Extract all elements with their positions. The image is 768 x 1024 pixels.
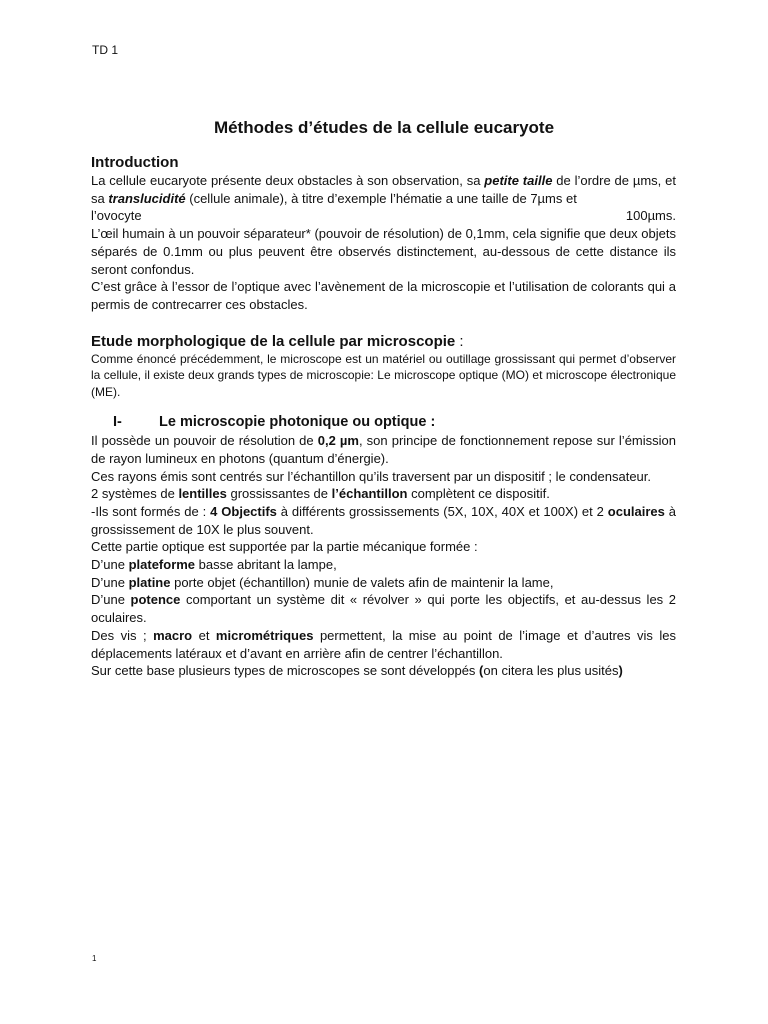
section-line-1 (91, 432, 676, 467)
heading-colon: : (455, 332, 464, 350)
text-run: D’une (91, 557, 129, 573)
text-run: et (192, 627, 216, 643)
section-line-3 (91, 485, 676, 503)
text-run: grossissantes de (226, 486, 332, 502)
bold-text: 4 Objectifs (210, 503, 277, 519)
intro-heading: Introduction (91, 154, 179, 171)
section-line-10 (91, 662, 676, 680)
document-body (91, 153, 676, 680)
text-run: -Ils sont formés de : (91, 503, 211, 519)
text-run: , son principe de fonctionnement repose sur l’émission de rayon lumineux en photons (quantum d’énergie). (91, 433, 676, 466)
heading-text: Etude morphologique de la cellule par microscopie (91, 332, 456, 350)
section-title: Le microscopie photonique ou optique : (159, 414, 436, 431)
text-run: La cellule eucaryote présente deux obstacles à son observation, sa (91, 173, 485, 188)
text-run: comportant un système dit « révolver » qui porte les objectifs, et au-dessus les 2 oculaires. (91, 592, 676, 626)
intro-paragraph-1-last-line (91, 207, 676, 225)
bold-text: ( (479, 663, 484, 679)
bold-text: plateforme (128, 557, 196, 573)
section-line-8 (91, 591, 676, 626)
bold-text: oculaires (607, 503, 665, 519)
emphasis-text: petite taille (484, 173, 553, 188)
intro-paragraph-3: C’est grâce à l’essor de l’optique avec l’avènement de la microscopie et l’utilisation de colorants qui a permis de contrecarrer ces obstacles. (91, 279, 676, 312)
bold-text: potence (130, 592, 181, 608)
text-run: porte objet (échantillon) munie de valets afin de maintenir la lame, (170, 574, 554, 590)
morphology-paragraph: Comme énoncé précédemment, le microscope est un matériel ou outillage grossissant qui permet d’observer la cellule, il existe deux grands types de microscopie: Le microscope optique (MO) et microscope électronique (ME). (91, 351, 676, 399)
page-number: 1 (92, 954, 97, 963)
bold-text: l’échantillon (331, 486, 408, 502)
text-run: Des vis ; (91, 627, 154, 643)
bold-text: ) (618, 663, 623, 679)
text-run: complètent ce dispositif. (407, 486, 550, 502)
text-run: Il possède un pouvoir de résolution de (91, 433, 318, 449)
bold-text: platine (128, 574, 171, 590)
text-run: permettent, la mise au point de l’image et d’autres vis les déplacements latéraux et d’avant en arrière afin de centrer l’échantillon. (91, 627, 676, 661)
intro-paragraph-2: L’œil humain à un pouvoir séparateur* (pouvoir de résolution) de 0,1mm, cela signifie que deux objets séparés de 0.1mm ou plus peuvent être observés distinctement, au-dessous de cette distance ils seront confondus. (91, 226, 676, 277)
morphology-heading (91, 332, 676, 351)
header-label: TD 1 (92, 43, 119, 57)
bold-text: micrométriques (215, 627, 314, 643)
section-line-4 (91, 503, 676, 538)
bold-text: 0,2 µm (317, 433, 359, 449)
section-line-7 (91, 574, 676, 592)
bold-text: lentilles (178, 486, 227, 502)
section-line-5: Cette partie optique est supportée par la partie mécanique formée : (91, 539, 478, 555)
text-run: Sur cette base plusieurs types de microscopes se sont développés (91, 663, 480, 679)
text-run: 100µms. (625, 208, 676, 224)
text-run: (cellule animale), à titre d’exemple l’hématie a une taille de 7µms et (185, 190, 577, 206)
text-run: on citera les plus usités (483, 663, 619, 679)
text-run: à différents grossissements (5X, 10X, 40X et 100X) et 2 (276, 503, 608, 519)
text-run: D’une (91, 592, 131, 608)
document-title: Méthodes d’études de la cellule eucaryote (213, 118, 555, 137)
emphasis-text: translucidité (108, 190, 186, 206)
section-line-9 (91, 627, 676, 662)
text-run: l’ovocyte (91, 208, 142, 224)
section-number: I- (113, 414, 122, 431)
bold-text: macro (153, 627, 193, 643)
text-run: de l’ordre de µms, et sa (91, 173, 676, 206)
text-run: basse abritant la lampe, (195, 557, 337, 573)
intro-paragraph-1 (91, 172, 676, 207)
section-heading (91, 413, 676, 432)
text-run: à grossissement de 10X le plus souvent. (91, 503, 677, 537)
section-line-6 (91, 556, 676, 574)
text-run: D’une (91, 574, 129, 590)
section-line-2: Ces rayons émis sont centrés sur l’échantillon qu’ils traversent par un dispositif ; le condensateur. (91, 468, 652, 484)
text-run: 2 systèmes de (91, 486, 179, 502)
